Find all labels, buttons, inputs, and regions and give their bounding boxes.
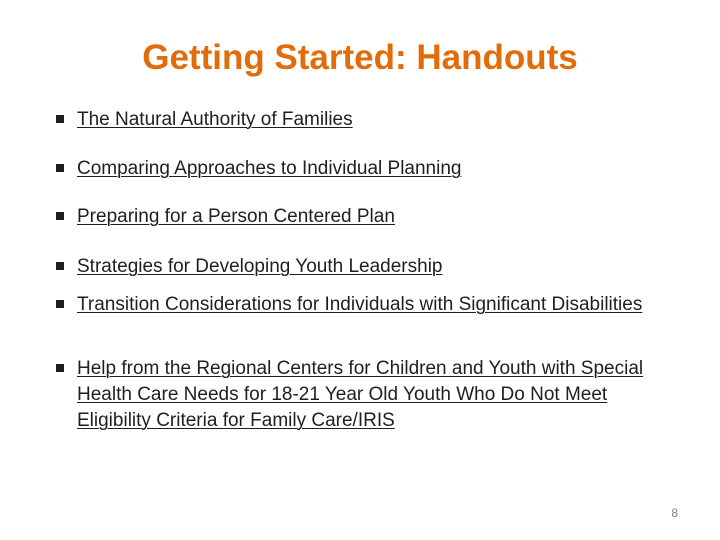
handout-item bbox=[56, 107, 676, 133]
handout-item bbox=[56, 204, 676, 230]
handout-link-natural-authority-of-families[interactable]: The Natural Authority of Families bbox=[77, 109, 353, 130]
page-number: 8 bbox=[671, 506, 678, 520]
handout-item bbox=[56, 356, 676, 434]
handout-item bbox=[56, 254, 676, 280]
handout-link-youth-leadership[interactable]: Strategies for Developing Youth Leadership bbox=[77, 256, 443, 277]
slide-title: Getting Started: Handouts bbox=[142, 38, 578, 77]
square-bullet-icon bbox=[56, 164, 64, 172]
square-bullet-icon bbox=[56, 300, 64, 308]
handout-item bbox=[56, 156, 676, 182]
handout-link-person-centered-plan[interactable]: Preparing for a Person Centered Plan bbox=[77, 206, 395, 227]
square-bullet-icon bbox=[56, 115, 64, 123]
square-bullet-icon bbox=[56, 212, 64, 220]
handout-link-comparing-approaches[interactable]: Comparing Approaches to Individual Planning bbox=[77, 158, 462, 179]
handout-item bbox=[56, 292, 676, 318]
square-bullet-icon bbox=[56, 262, 64, 270]
handout-link-regional-centers[interactable]: Help from the Regional Centers for Children and Youth with Special Health Care Needs for 18-21 Year Old Youth Who Do Not Meet Eligibility Criteria for Family Care/IRIS bbox=[77, 358, 644, 431]
square-bullet-icon bbox=[56, 364, 64, 372]
handout-link-transition-considerations[interactable]: Transition Considerations for Individuals with Significant Disabilities bbox=[77, 294, 643, 315]
